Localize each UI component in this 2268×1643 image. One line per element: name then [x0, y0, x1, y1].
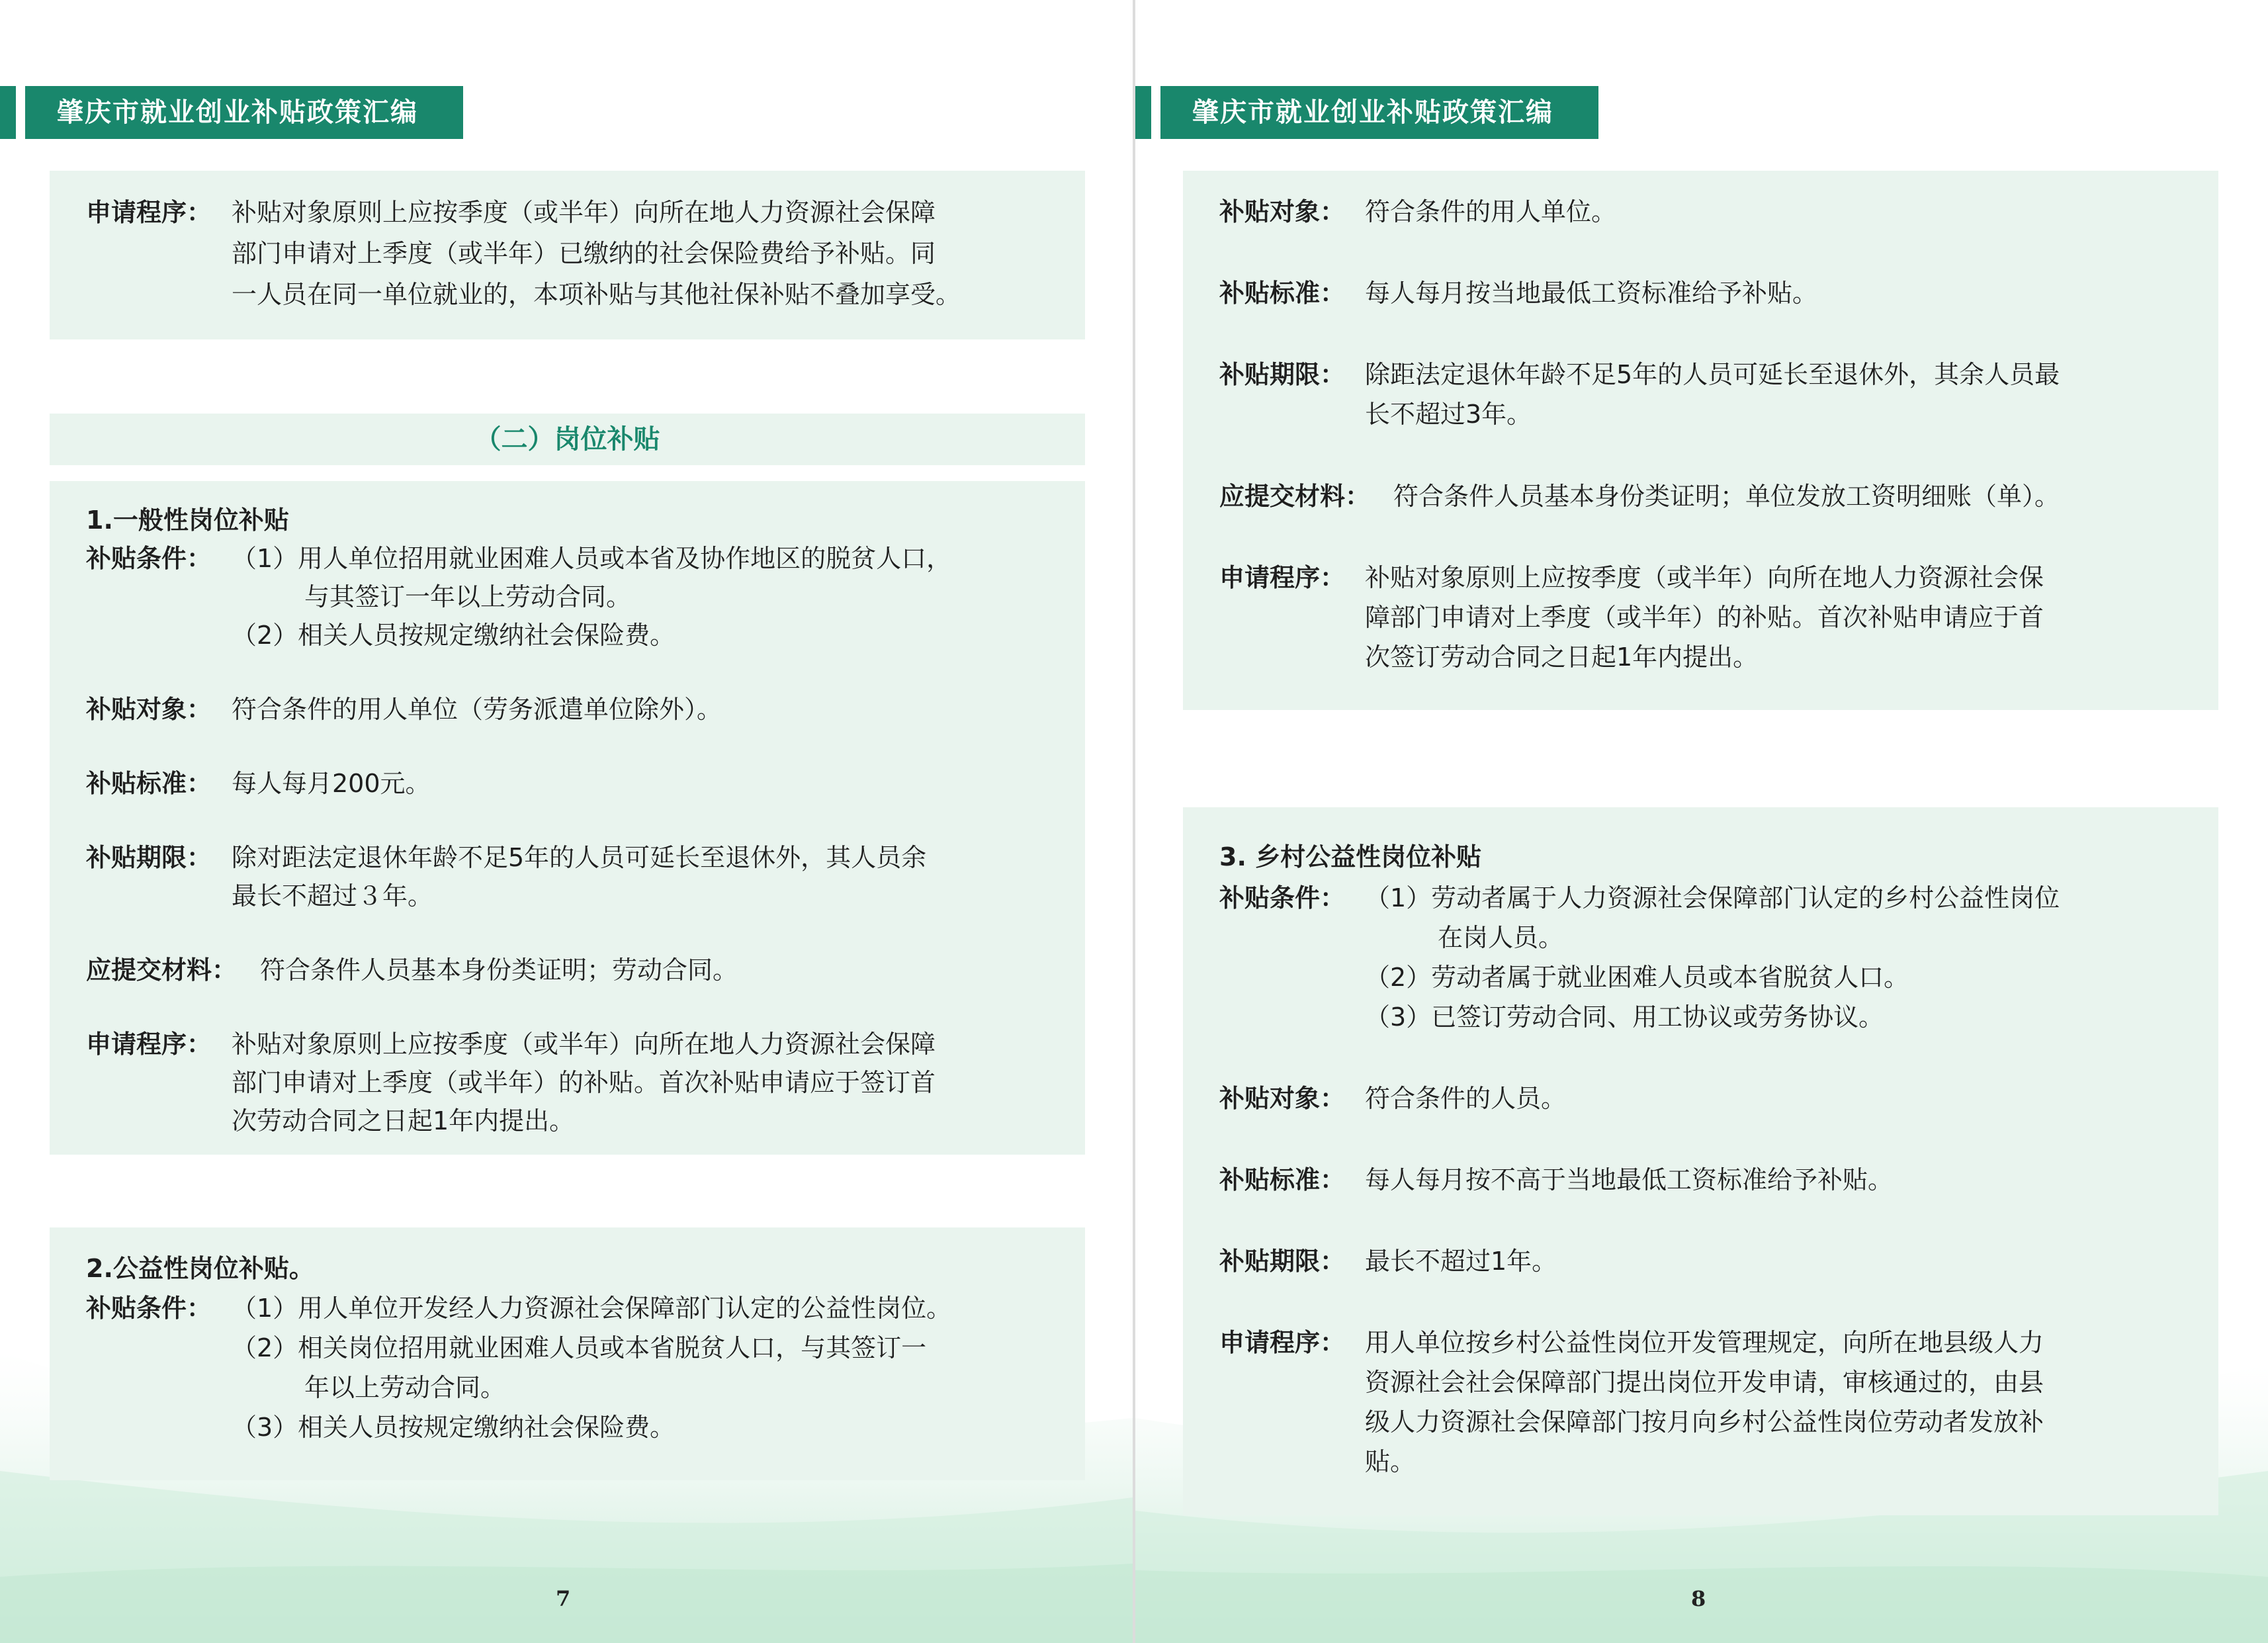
standard-label: 补贴标准：	[1219, 1165, 1346, 1194]
header-title: 肇庆市就业创业补贴政策汇编	[25, 86, 463, 139]
period-line: 除对距法定退休年龄不足5年的人员可延长至退休外，其人员余	[232, 843, 927, 872]
procedure-label: 申请程序：	[1219, 1328, 1346, 1357]
procedure-line: 补贴对象原则上应按季度（或半年）向所在地人力资源社会保障	[232, 1030, 936, 1059]
target-text: 符合条件的用人单位（劳务派遣单位除外）。	[232, 695, 722, 724]
procedure-label: 申请程序：	[1219, 563, 1346, 592]
period-text: 最长不超过1年。	[1365, 1247, 1557, 1276]
target-text: 符合条件的人员。	[1365, 1084, 1567, 1113]
standard-text: 每人每月按不高于当地最低工资标准给予补贴。	[1365, 1165, 1894, 1194]
condition-line: （3）相关人员按规定缴纳社会保险费。	[232, 1413, 676, 1442]
procedure-line: 补贴对象原则上应按季度（或半年）向所在地人力资源社会保	[1365, 563, 2044, 592]
materials-label: 应提交材料：	[86, 955, 238, 985]
procedure-label: 申请程序：	[86, 1030, 212, 1059]
period-line: 最长不超过３年。	[232, 881, 433, 910]
procedure-line: 次签订劳动合同之日起1年内提出。	[1365, 643, 1759, 672]
condition-line: （3）已签订劳动合同、用工协议或劳务协议。	[1365, 1002, 1884, 1032]
procedure-line: 补贴对象原则上应按季度（或半年）向所在地人力资源社会保障	[232, 198, 936, 227]
public-welfare-post-box	[50, 1227, 1085, 1480]
condition-line: （1）用人单位开发经人力资源社会保障部门认定的公益性岗位。	[232, 1294, 952, 1323]
subsection-title: 3. 乡村公益性岗位补贴	[1219, 842, 1482, 871]
period-line: 长不超过3年。	[1365, 400, 1532, 429]
header-bar	[0, 86, 463, 139]
standard-text: 每人每月按当地最低工资标准给予补贴。	[1365, 279, 1818, 308]
procedure-line: 级人力资源社会保障部门按月向乡村公益性岗位劳动者发放补	[1365, 1407, 2044, 1437]
period-label: 补贴期限：	[86, 843, 212, 872]
header-accent	[0, 86, 16, 139]
procedure-line: 部门申请对上季度（或半年）已缴纳的社会保险费给予补贴。同	[232, 239, 936, 268]
rural-public-welfare-post-box	[1183, 807, 2218, 1515]
condition-label: 补贴条件：	[1219, 883, 1346, 912]
condition-line: 与其签订一年以上劳动合同。	[304, 582, 632, 611]
target-label: 补贴对象：	[86, 695, 212, 724]
procedure-line: 障部门申请对上季度（或半年）的补贴。首次补贴申请应于首	[1365, 603, 2044, 632]
condition-line: （2）相关岗位招用就业困难人员或本省脱贫人口，与其签订一	[232, 1333, 927, 1362]
header-bar	[1135, 86, 1598, 139]
period-line: 除距法定退休年龄不足5年的人员可延长至退休外，其余人员最	[1365, 360, 2060, 389]
condition-line: 在岗人员。	[1438, 923, 1564, 952]
procedure-line: 部门申请对上季度（或半年）的补贴。首次补贴申请应于签订首	[232, 1068, 936, 1097]
standard-label: 补贴标准：	[1219, 279, 1346, 308]
right-page	[1135, 0, 2268, 1643]
standard-label: 补贴标准：	[86, 769, 212, 798]
procedure-line: 次劳动合同之日起1年内提出。	[232, 1106, 575, 1135]
materials-text: 符合条件人员基本身份类证明；单位发放工资明细账（单）。	[1393, 482, 2060, 511]
condition-line: （1）用人单位招用就业困难人员或本省及协作地区的脱贫人口，	[232, 544, 952, 573]
condition-line: （2）劳动者属于就业困难人员或本省脱贫人口。	[1365, 963, 1909, 992]
general-post-subsidy-box	[50, 481, 1085, 1155]
condition-line: （2）相关人员按规定缴纳社会保险费。	[232, 621, 676, 650]
materials-text: 符合条件人员基本身份类证明；劳动合同。	[260, 955, 738, 985]
procedure-label: 申请程序：	[86, 198, 212, 227]
application-procedure-box	[50, 171, 1085, 339]
target-label: 补贴对象：	[1219, 197, 1346, 226]
standard-text: 每人每月200元。	[232, 769, 431, 798]
materials-label: 应提交材料：	[1219, 482, 1371, 511]
procedure-line: 一人员在同一单位就业的，本项补贴与其他社保补贴不叠加享受。	[232, 280, 961, 309]
procedure-line: 用人单位按乡村公益性岗位开发管理规定，向所在地县级人力	[1365, 1328, 2044, 1357]
period-label: 补贴期限：	[1219, 360, 1346, 389]
target-label: 补贴对象：	[1219, 1084, 1346, 1113]
procedure-line: 资源社会社会保障部门提出岗位开发申请，审核通过的，由县	[1365, 1368, 2044, 1397]
target-text: 符合条件的用人单位。	[1365, 197, 1617, 226]
left-page	[0, 0, 1133, 1643]
header-accent	[1135, 86, 1151, 139]
subsection-title: 2.公益性岗位补贴。	[86, 1254, 314, 1283]
post-subsidy-continuation-box	[1183, 171, 2218, 710]
condition-line: 年以上劳动合同。	[304, 1373, 506, 1402]
condition-label: 补贴条件：	[86, 1294, 212, 1323]
subsection-title: 1.一般性岗位补贴	[86, 506, 289, 535]
page-number: 7	[556, 1586, 571, 1611]
section-heading: （二）岗位补贴	[50, 414, 1085, 465]
procedure-line: 贴。	[1365, 1447, 1416, 1476]
header-title: 肇庆市就业创业补贴政策汇编	[1160, 86, 1598, 139]
condition-label: 补贴条件：	[86, 544, 212, 573]
page-number: 8	[1691, 1586, 1706, 1611]
condition-line: （1）劳动者属于人力资源社会保障部门认定的乡村公益性岗位	[1365, 883, 2060, 912]
period-label: 补贴期限：	[1219, 1247, 1346, 1276]
